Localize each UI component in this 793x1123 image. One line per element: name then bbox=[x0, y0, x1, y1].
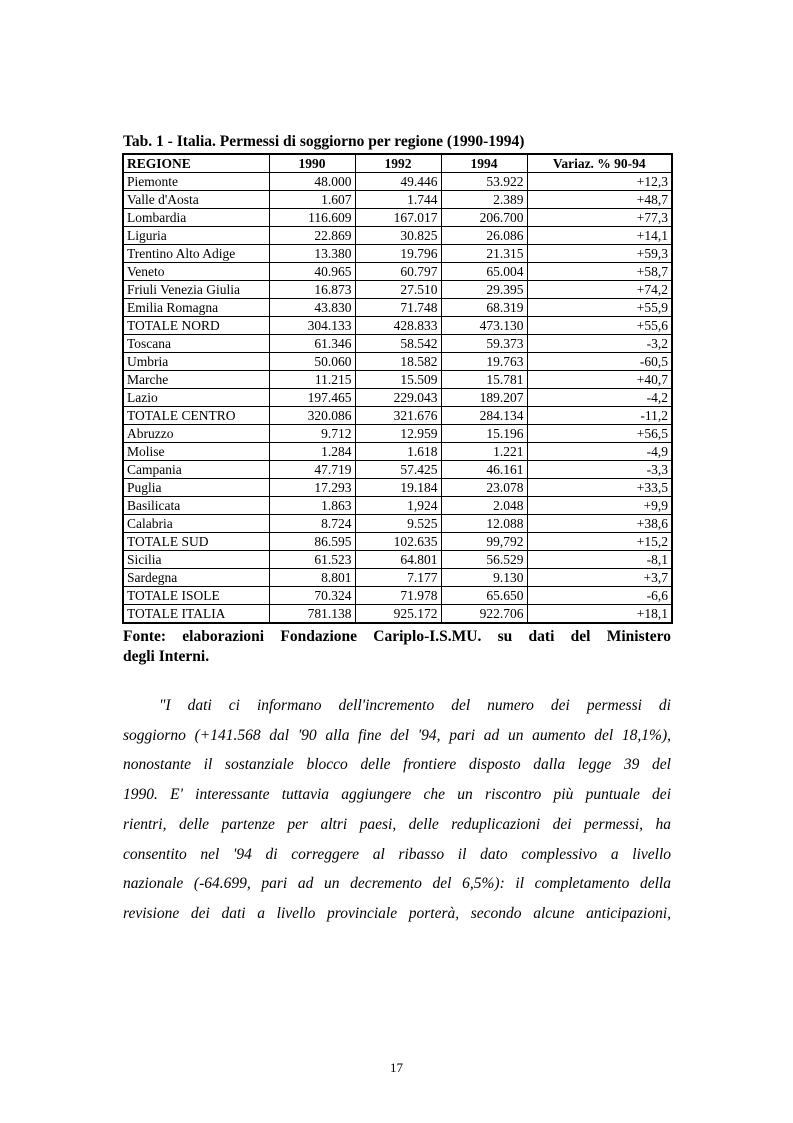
value-cell: 30.825 bbox=[355, 227, 441, 245]
value-cell: 8.724 bbox=[269, 515, 355, 533]
table-row bbox=[123, 443, 672, 461]
value-cell: 86.595 bbox=[269, 533, 355, 551]
value-cell: 43.830 bbox=[269, 299, 355, 317]
region-cell: Toscana bbox=[123, 335, 269, 353]
value-cell: +40,7 bbox=[527, 371, 672, 389]
region-cell: Emilia Romagna bbox=[123, 299, 269, 317]
value-cell: 56.529 bbox=[441, 551, 527, 569]
table-row bbox=[123, 263, 672, 281]
region-cell: Friuli Venezia Giulia bbox=[123, 281, 269, 299]
paragraph-line: revisione dei dati a livello provinciale porterà, secondo alcune anticipazioni, bbox=[123, 904, 671, 922]
value-cell: 29.395 bbox=[441, 281, 527, 299]
region-cell: Umbria bbox=[123, 353, 269, 371]
table-row bbox=[123, 461, 672, 479]
table-row bbox=[123, 587, 672, 605]
region-cell: Veneto bbox=[123, 263, 269, 281]
value-cell: 48.000 bbox=[269, 173, 355, 191]
table-row bbox=[123, 353, 672, 371]
table-row bbox=[123, 317, 672, 335]
region-cell: Liguria bbox=[123, 227, 269, 245]
body-paragraph bbox=[123, 691, 671, 929]
table-source-note bbox=[123, 627, 671, 667]
table-row bbox=[123, 569, 672, 587]
table-row bbox=[123, 425, 672, 443]
value-cell: 57.425 bbox=[355, 461, 441, 479]
value-cell: 17.293 bbox=[269, 479, 355, 497]
region-cell: Lombardia bbox=[123, 209, 269, 227]
value-cell: 8.801 bbox=[269, 569, 355, 587]
table-header-row bbox=[123, 154, 672, 173]
value-cell: 102.635 bbox=[355, 533, 441, 551]
value-cell: 781.138 bbox=[269, 605, 355, 624]
permits-table bbox=[122, 153, 673, 624]
value-cell: 189.207 bbox=[441, 389, 527, 407]
value-cell: 22.869 bbox=[269, 227, 355, 245]
region-cell: Sardegna bbox=[123, 569, 269, 587]
value-cell: 9.525 bbox=[355, 515, 441, 533]
value-cell: 16.873 bbox=[269, 281, 355, 299]
value-cell: 206.700 bbox=[441, 209, 527, 227]
paragraph-line: consentito nel '94 di correggere al ribasso il dato complessivo a livello bbox=[123, 845, 671, 863]
region-cell: Molise bbox=[123, 443, 269, 461]
table-row bbox=[123, 281, 672, 299]
value-cell: -3,3 bbox=[527, 461, 672, 479]
value-cell: +12,3 bbox=[527, 173, 672, 191]
column-header: 1994 bbox=[441, 154, 527, 173]
column-header: 1990 bbox=[269, 154, 355, 173]
value-cell: 26.086 bbox=[441, 227, 527, 245]
paragraph-line: nonostante il sostanziale blocco delle frontiere disposto dalla legge 39 del bbox=[123, 756, 671, 774]
table-row bbox=[123, 515, 672, 533]
region-cell: Basilicata bbox=[123, 497, 269, 515]
value-cell: -4,2 bbox=[527, 389, 672, 407]
value-cell: 19.796 bbox=[355, 245, 441, 263]
page-number: 17 bbox=[390, 1060, 403, 1075]
table-row bbox=[123, 371, 672, 389]
value-cell: +33,5 bbox=[527, 479, 672, 497]
value-cell: 40.965 bbox=[269, 263, 355, 281]
value-cell: 320.086 bbox=[269, 407, 355, 425]
region-cell: Calabria bbox=[123, 515, 269, 533]
column-header: Variaz. % 90-94 bbox=[527, 154, 672, 173]
value-cell: 46.161 bbox=[441, 461, 527, 479]
value-cell: 61.346 bbox=[269, 335, 355, 353]
region-cell: Trentino Alto Adige bbox=[123, 245, 269, 263]
region-cell: Lazio bbox=[123, 389, 269, 407]
value-cell: 229.043 bbox=[355, 389, 441, 407]
value-cell: +56,5 bbox=[527, 425, 672, 443]
paragraph-line: soggiorno (+141.568 dal '90 alla fine del '94, pari ad un aumento del 18,1%), bbox=[123, 726, 671, 744]
paragraph-line: "I dati ci informano dell'incremento del numero dei permessi di bbox=[159, 697, 671, 714]
table-body bbox=[123, 173, 672, 624]
value-cell: +38,6 bbox=[527, 515, 672, 533]
value-cell: 197.465 bbox=[269, 389, 355, 407]
value-cell: 59.373 bbox=[441, 335, 527, 353]
value-cell: 23.078 bbox=[441, 479, 527, 497]
table-row bbox=[123, 335, 672, 353]
table-row bbox=[123, 533, 672, 551]
value-cell: 99,792 bbox=[441, 533, 527, 551]
region-cell: TOTALE SUD bbox=[123, 533, 269, 551]
value-cell: +15,2 bbox=[527, 533, 672, 551]
value-cell: 925.172 bbox=[355, 605, 441, 624]
table-row bbox=[123, 191, 672, 209]
value-cell: 116.609 bbox=[269, 209, 355, 227]
region-cell: Marche bbox=[123, 371, 269, 389]
value-cell: -3,2 bbox=[527, 335, 672, 353]
table-row bbox=[123, 551, 672, 569]
value-cell: 65.650 bbox=[441, 587, 527, 605]
value-cell: 428.833 bbox=[355, 317, 441, 335]
value-cell: 2.389 bbox=[441, 191, 527, 209]
value-cell: -60,5 bbox=[527, 353, 672, 371]
table-row bbox=[123, 299, 672, 317]
value-cell: +74,2 bbox=[527, 281, 672, 299]
value-cell: 284.134 bbox=[441, 407, 527, 425]
value-cell: +59,3 bbox=[527, 245, 672, 263]
value-cell: 18.582 bbox=[355, 353, 441, 371]
value-cell: 15.781 bbox=[441, 371, 527, 389]
value-cell: +77,3 bbox=[527, 209, 672, 227]
table-row bbox=[123, 389, 672, 407]
value-cell: 2.048 bbox=[441, 497, 527, 515]
value-cell: 1.863 bbox=[269, 497, 355, 515]
value-cell: 13.380 bbox=[269, 245, 355, 263]
value-cell: 12.088 bbox=[441, 515, 527, 533]
value-cell: +55,9 bbox=[527, 299, 672, 317]
value-cell: 1.284 bbox=[269, 443, 355, 461]
value-cell: 304.133 bbox=[269, 317, 355, 335]
value-cell: +55,6 bbox=[527, 317, 672, 335]
region-cell: TOTALE ISOLE bbox=[123, 587, 269, 605]
value-cell: 60.797 bbox=[355, 263, 441, 281]
value-cell: 12.959 bbox=[355, 425, 441, 443]
column-header: 1992 bbox=[355, 154, 441, 173]
value-cell: 1.607 bbox=[269, 191, 355, 209]
value-cell: 1.618 bbox=[355, 443, 441, 461]
table-row bbox=[123, 209, 672, 227]
value-cell: 9.130 bbox=[441, 569, 527, 587]
value-cell: 50.060 bbox=[269, 353, 355, 371]
region-cell: TOTALE CENTRO bbox=[123, 407, 269, 425]
value-cell: 19.184 bbox=[355, 479, 441, 497]
region-cell: TOTALE NORD bbox=[123, 317, 269, 335]
value-cell: 61.523 bbox=[269, 551, 355, 569]
region-cell: Valle d'Aosta bbox=[123, 191, 269, 209]
value-cell: 65.004 bbox=[441, 263, 527, 281]
value-cell: 71.978 bbox=[355, 587, 441, 605]
value-cell: -4,9 bbox=[527, 443, 672, 461]
value-cell: 53.922 bbox=[441, 173, 527, 191]
region-cell: TOTALE ITALIA bbox=[123, 605, 269, 624]
value-cell: +18,1 bbox=[527, 605, 672, 624]
value-cell: 1.221 bbox=[441, 443, 527, 461]
value-cell: +14,1 bbox=[527, 227, 672, 245]
value-cell: 9.712 bbox=[269, 425, 355, 443]
value-cell: 321.676 bbox=[355, 407, 441, 425]
value-cell: 58.542 bbox=[355, 335, 441, 353]
value-cell: 19.763 bbox=[441, 353, 527, 371]
value-cell: 27.510 bbox=[355, 281, 441, 299]
table-row bbox=[123, 605, 672, 624]
region-cell: Sicilia bbox=[123, 551, 269, 569]
table-row bbox=[123, 245, 672, 263]
value-cell: +9,9 bbox=[527, 497, 672, 515]
region-cell: Piemonte bbox=[123, 173, 269, 191]
value-cell: 7.177 bbox=[355, 569, 441, 587]
value-cell: +48,7 bbox=[527, 191, 672, 209]
value-cell: 64.801 bbox=[355, 551, 441, 569]
value-cell: 1,924 bbox=[355, 497, 441, 515]
value-cell: 167.017 bbox=[355, 209, 441, 227]
value-cell: +58,7 bbox=[527, 263, 672, 281]
paragraph-line: nazionale (-64.699, pari ad un decremento del 6,5%): il completamento della bbox=[123, 875, 671, 893]
value-cell: 922.706 bbox=[441, 605, 527, 624]
region-cell: Campania bbox=[123, 461, 269, 479]
value-cell: 15.509 bbox=[355, 371, 441, 389]
value-cell: 68.319 bbox=[441, 299, 527, 317]
value-cell: 70.324 bbox=[269, 587, 355, 605]
region-cell: Abruzzo bbox=[123, 425, 269, 443]
region-cell: Puglia bbox=[123, 479, 269, 497]
source-line-2: degli Interni. bbox=[123, 648, 210, 665]
value-cell: 1.744 bbox=[355, 191, 441, 209]
table-row bbox=[123, 173, 672, 191]
table-row bbox=[123, 497, 672, 515]
table-row bbox=[123, 407, 672, 425]
value-cell: -11,2 bbox=[527, 407, 672, 425]
table-caption: Tab. 1 - Italia. Permessi di soggiorno per regione (1990-1994) bbox=[123, 133, 525, 150]
value-cell: 49.446 bbox=[355, 173, 441, 191]
value-cell: 71.748 bbox=[355, 299, 441, 317]
source-line-1: Fonte: elaborazioni Fondazione Cariplo-I.S.MU. su dati del Ministero bbox=[123, 628, 671, 645]
column-header: REGIONE bbox=[123, 154, 269, 173]
paragraph-line: 1990. E' interessante tuttavia aggiungere che un riscontro più puntuale dei bbox=[123, 786, 671, 804]
value-cell: +3,7 bbox=[527, 569, 672, 587]
value-cell: 21.315 bbox=[441, 245, 527, 263]
value-cell: 473.130 bbox=[441, 317, 527, 335]
table-row bbox=[123, 227, 672, 245]
value-cell: -8,1 bbox=[527, 551, 672, 569]
paragraph-line: rientri, delle partenze per altri paesi, delle reduplicazioni dei permessi, ha bbox=[123, 815, 671, 833]
value-cell: 11.215 bbox=[269, 371, 355, 389]
value-cell: 15.196 bbox=[441, 425, 527, 443]
value-cell: 47.719 bbox=[269, 461, 355, 479]
table-row bbox=[123, 479, 672, 497]
value-cell: -6,6 bbox=[527, 587, 672, 605]
